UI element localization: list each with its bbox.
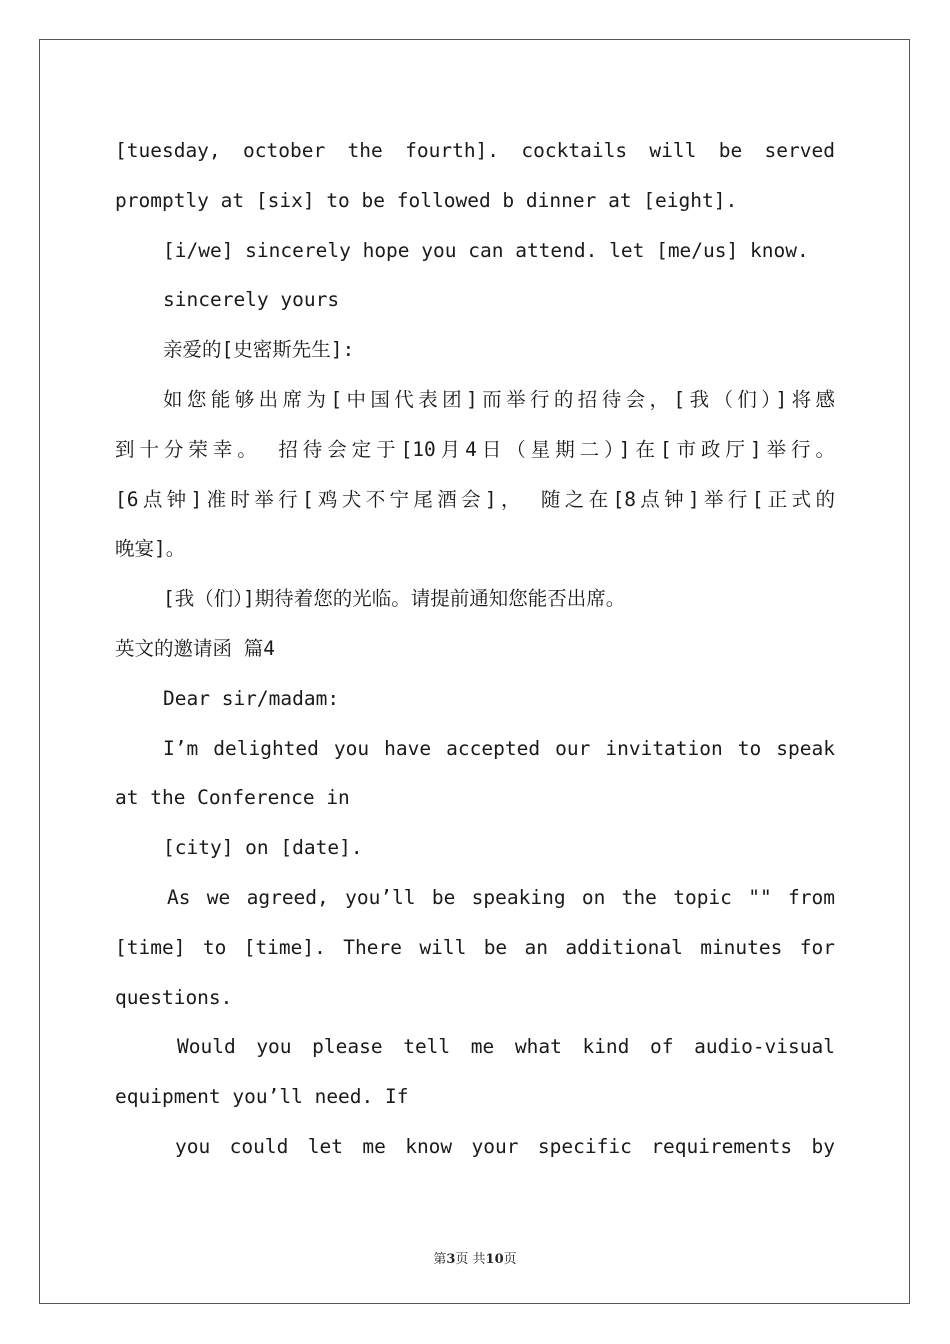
body-line: Would you please tell me what kind of audio-visual [177,1035,835,1059]
footer-prefix: 第 [433,1252,447,1267]
body-line: I’m delighted you have accepted our invitation to speak [163,736,835,760]
body-line: As we agreed, you’ll be speaking on the topic "" from [167,885,835,909]
body-line: 到十分荣幸。 招待会定于[10月4日（星期二）]在[市政厅]举行。 [115,437,835,461]
body-line: you could let me know your specific requirements by [175,1134,835,1158]
body-line: promptly at [six] to be followed b dinner at [eight]. [115,188,738,212]
body-line: [i/we] sincerely hope you can attend. let [me/us] know. [163,238,809,262]
body-line: [time] to [time]. There will be an additional minutes for [115,935,835,959]
body-line: at the Conference in [115,786,350,810]
body-line: [city] on [date]. [163,836,363,860]
footer-suffix: 页 [503,1252,517,1267]
body-line: [我（们）]期待着您的光临。请提前通知您能否出席。 [163,587,626,611]
body-line: sincerely yours [163,288,340,312]
footer-mid: 页 共 [455,1252,486,1267]
total-pages: 10 [485,1252,504,1267]
body-line: 如您能够出席为[中国代表团]而举行的招待会，[我（们）]将感 [163,387,835,411]
page-number: 3 [446,1252,456,1267]
body-line: questions. [115,985,233,1009]
body-line: [tuesday, october the fourth]. cocktails will be served [115,139,835,162]
body-line: Dear sir/madam: [163,686,340,710]
body-line: [6点钟]准时举行[鸡犬不宁尾酒会]， 随之在[8点钟]举行[正式的 [115,487,835,511]
document-body [115,126,835,1172]
body-line: 晚宴]。 [115,537,186,561]
body-line: equipment you’ll need. If [115,1085,409,1109]
page-footer [0,1248,950,1267]
section-heading: 英文的邀请函 篇4 [115,636,275,660]
body-line: 亲爱的[史密斯先生]: [163,338,355,362]
